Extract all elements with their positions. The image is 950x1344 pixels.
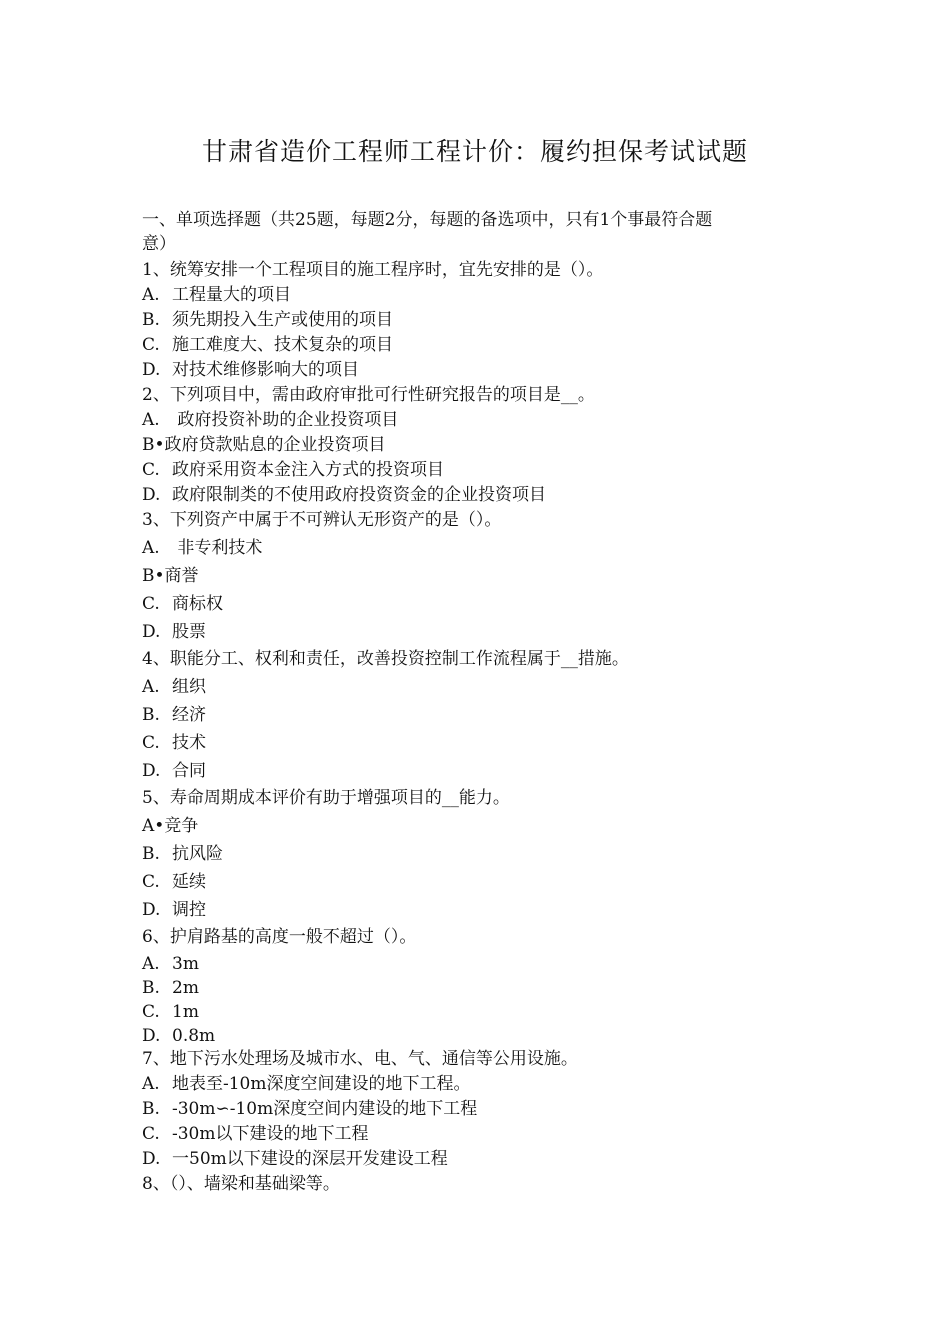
option-label: C. — [142, 872, 160, 892]
option-label: A. — [142, 1074, 160, 1094]
question-6 — [142, 926, 416, 948]
option-c — [142, 871, 206, 893]
option-text: 政府采用资本金注入方式的投资项目 — [172, 460, 444, 480]
question-5 — [142, 787, 510, 809]
option-text: 工程量大的项目 — [172, 285, 291, 305]
option-text: 技术 — [172, 733, 206, 753]
option-label: D. — [142, 1149, 161, 1169]
question-7 — [142, 1048, 578, 1070]
option-text: 股票 — [172, 622, 206, 642]
option-text: 政府限制类的不使用政府投资资金的企业投资项目 — [172, 485, 546, 505]
option-d — [142, 621, 206, 643]
line-text: 4、职能分工、权利和责任，改善投资控制工作流程属于__措施。 — [142, 649, 629, 669]
option-label: A. — [142, 538, 160, 558]
option-text: 一50m以下建设的深层开发建设工程 — [172, 1149, 448, 1169]
option-b — [142, 1098, 477, 1120]
option-text: 施工难度大、技术复杂的项目 — [172, 335, 393, 355]
option-label: A. — [142, 954, 160, 974]
option-label: C. — [142, 594, 160, 614]
option-c — [142, 459, 444, 481]
option-text: B•政府贷款贴息的企业投资项目 — [142, 435, 386, 455]
question-3 — [142, 509, 501, 531]
option-a — [142, 676, 206, 698]
option-text: 调控 — [172, 900, 206, 920]
option-a — [142, 1073, 471, 1095]
option-label: B. — [142, 1099, 160, 1119]
option-a — [142, 537, 262, 559]
option-label: D. — [142, 1026, 161, 1046]
option-label: C. — [142, 460, 160, 480]
option-d — [142, 899, 206, 921]
line-text: 8、（）、墙梁和基础梁等。 — [142, 1174, 340, 1194]
option-text: B•商誉 — [142, 566, 199, 586]
option-text: 3m — [172, 954, 199, 974]
option-a — [142, 953, 199, 975]
question-8 — [142, 1173, 340, 1195]
option-label: B. — [142, 844, 160, 864]
option-c — [142, 1001, 199, 1023]
option-label: D. — [142, 622, 161, 642]
option-text: 1m — [172, 1002, 199, 1022]
option-c — [142, 1123, 369, 1145]
option-text: 经济 — [172, 705, 206, 725]
option-b — [142, 434, 386, 456]
option-text: 2m — [172, 978, 199, 998]
line-text: 2、下列项目中，需由政府审批可行性研究报告的项目是__。 — [142, 385, 595, 405]
question-1 — [142, 259, 603, 281]
option-d — [142, 359, 359, 381]
option-b — [142, 309, 393, 331]
option-b — [142, 704, 206, 726]
option-text: 抗风险 — [172, 844, 223, 864]
line-text: 3、下列资产中属于不可辨认无形资产的是（）。 — [142, 510, 502, 530]
question-4 — [142, 648, 629, 670]
option-label: C. — [142, 1124, 160, 1144]
option-text: 须先期投入生产或使用的项目 — [172, 310, 393, 330]
option-label: B. — [142, 978, 160, 998]
question-2 — [142, 384, 595, 406]
option-text: A•竞争 — [142, 816, 199, 836]
option-label: C. — [142, 1002, 160, 1022]
option-d — [142, 1148, 448, 1170]
option-label: A. — [142, 410, 160, 430]
line-text: 5、寿命周期成本评价有助于增强项目的__能力。 — [142, 788, 510, 808]
option-text: 0.8m — [172, 1026, 216, 1046]
option-label: C. — [142, 733, 160, 753]
option-label: B. — [142, 705, 160, 725]
option-a — [142, 284, 291, 306]
line-text: 7、地下污水处理场及城市水、电、气、通信等公用设施。 — [142, 1049, 578, 1069]
option-text: 政府投资补助的企业投资项目 — [172, 410, 399, 430]
option-text: 组织 — [172, 677, 206, 697]
option-c — [142, 732, 206, 754]
option-text: -30m∽-10m深度空间内建设的地下工程 — [172, 1099, 478, 1119]
option-label: D. — [142, 900, 161, 920]
option-b — [142, 565, 199, 587]
option-text: 非专利技术 — [172, 538, 263, 558]
line-text: 1、统筹安排一个工程项目的施工程序时，宜先安排的是（）。 — [142, 260, 604, 280]
option-label: A. — [142, 285, 160, 305]
option-c — [142, 334, 393, 356]
option-d — [142, 484, 546, 506]
option-text: 商标权 — [172, 594, 223, 614]
option-b — [142, 977, 199, 999]
option-text: -30m以下建设的地下工程 — [172, 1124, 369, 1144]
option-c — [142, 593, 223, 615]
option-a — [142, 815, 198, 837]
section-heading-cont: 意） — [142, 234, 176, 254]
option-text: 对技术维修影响大的项目 — [172, 360, 359, 380]
line-text: 6、护肩路基的高度一般不超过（）。 — [142, 927, 417, 947]
option-label: D. — [142, 761, 161, 781]
option-label: D. — [142, 485, 161, 505]
option-d — [142, 1025, 215, 1047]
option-a — [142, 409, 398, 431]
option-label: C. — [142, 335, 160, 355]
option-label: D. — [142, 360, 161, 380]
option-label: A. — [142, 677, 160, 697]
option-text: 地表至-10m深度空间建设的地下工程。 — [172, 1074, 471, 1094]
option-d — [142, 760, 206, 782]
section-heading: 一、单项选择题（共25题，每题2分，每题的备选项中，只有1个事最符合题 — [142, 210, 713, 230]
option-text: 延续 — [172, 872, 206, 892]
option-text: 合同 — [172, 761, 206, 781]
option-b — [142, 843, 223, 865]
page-title: 甘肃省造价工程师工程计价：履约担保考试试题 — [201, 137, 748, 166]
option-label: B. — [142, 310, 160, 330]
